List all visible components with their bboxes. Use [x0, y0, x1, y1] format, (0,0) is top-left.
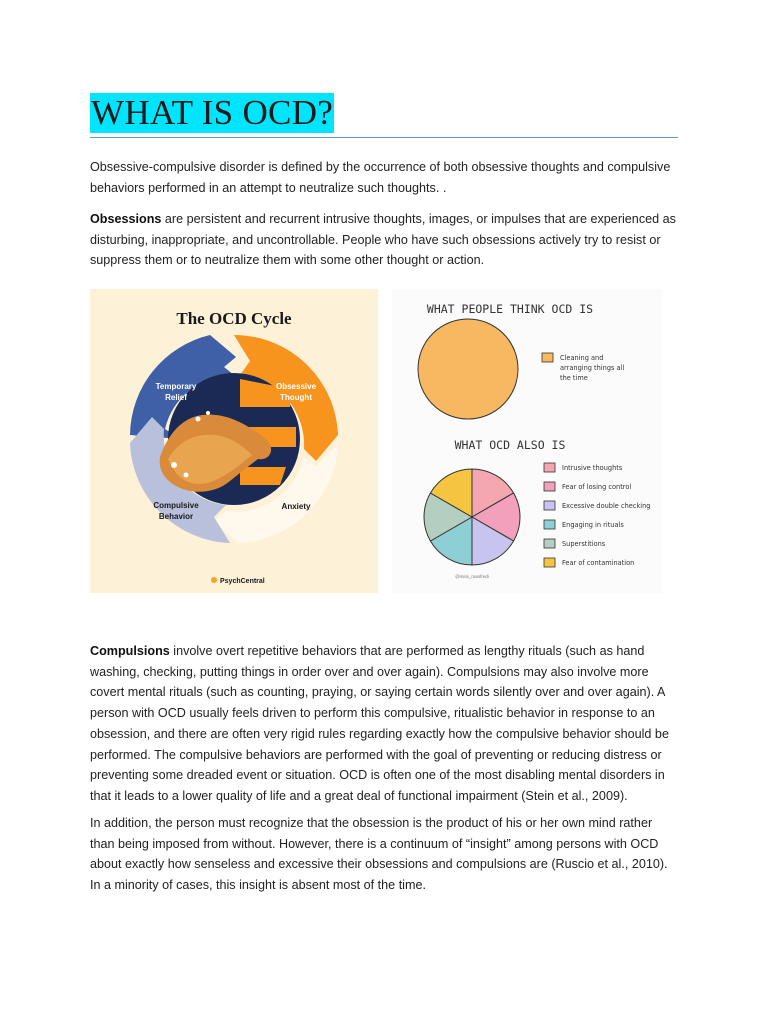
pie1-slice-0 — [418, 319, 518, 419]
label-temporary-relief-1: Temporary — [155, 382, 197, 391]
label-compulsive-behavior-1: Compulsive — [153, 501, 199, 510]
pie2-legend-label-4: Superstitions — [562, 540, 606, 548]
compulsions-paragraph — [90, 641, 680, 807]
label-obsessive-thought-1: Obsessive — [275, 382, 317, 391]
pie1-title: WHAT PEOPLE THINK OCD IS — [426, 302, 594, 316]
obsessions-text: are persistent and recurrent intrusive thoughts, images, or impulses that are experienced as disturbing, inappropriate, and uncontrollable. People who have such obsessions actively try to resist or suppress them or to neutralize them with some other thought or action. — [90, 212, 676, 268]
label-temporary-relief-2: Relief — [165, 393, 187, 402]
soap-bubble — [196, 417, 201, 422]
pie2-title: WHAT OCD ALSO IS — [454, 438, 566, 452]
insight-paragraph — [90, 813, 680, 896]
intro-paragraph — [90, 157, 680, 198]
pie2-legend-swatch-1 — [544, 482, 555, 491]
pie-credit: @miss_manfredi — [455, 574, 489, 579]
pie2-legend-label-0: Intrusive thoughts — [562, 464, 623, 472]
pie1-legend-label-0: arranging things all — [560, 364, 625, 372]
obsessions-paragraph — [90, 209, 680, 271]
pie2-legend-swatch-4 — [544, 539, 555, 548]
title-block — [90, 93, 334, 133]
pie2-legend — [544, 463, 650, 567]
pie1-legend-label-0: the time — [560, 374, 588, 382]
pie2-legend-label-1: Fear of losing control — [562, 483, 632, 491]
pie2-legend-swatch-2 — [544, 501, 555, 510]
label-obsessive-thought-2: Thought — [280, 393, 312, 402]
pie2-legend-label-2: Excessive double checking — [562, 502, 651, 510]
brand-dot-icon — [211, 577, 217, 583]
pie2-legend-label-5: Fear of contamination — [562, 559, 635, 567]
pie1-legend-swatch-0 — [542, 353, 553, 362]
page-title: WHAT IS OCD? — [91, 93, 334, 132]
pie2-legend-swatch-0 — [544, 463, 555, 472]
intro-text: Obsessive-compulsive disorder is defined by the occurrence of both obsessive thoughts and compulsive behaviors performed in an attempt to neutralize such thoughts. . — [90, 160, 671, 195]
brand-label: PsychCentral — [220, 578, 265, 585]
obsessions-term: Obsessions — [90, 212, 162, 226]
stripe-3 — [240, 467, 286, 485]
insight-text: In addition, the person must recognize that the obsession is the product of his or her own mind rather than being imposed from without. However, there is a continuum of “insight” among persons with OCD about exactly how senseless and excessive their obsessions and compulsions are (Ruscio et al., 2010). In a minority of cases, this insight is absent most of the time. — [90, 816, 668, 893]
pie1-chart — [418, 319, 518, 419]
cycle-title: The OCD Cycle — [176, 309, 292, 328]
label-compulsive-behavior-2: Behavior — [158, 512, 194, 521]
compulsions-text: involve overt repetitive behaviors that are performed as lengthy rituals (such as hand washing, checking, putting things in order over and over again). Compulsions may also involve more covert mental rituals (such as counting, praying, or saying certain words silently over and over again). A person with OCD usually feels driven to perform this compulsive, ritualistic behavior in response to an obsession, and there are often very rigid rules regarding exactly how the compulsive behavior should be performed. The compulsive behaviors are performed with the goal of preventing or reducing distress or preventing some dreaded event or situation. OCD is often one of the most disabling mental disorders in that it leads to a lower quality of life and a great deal of functional impairment (Stein et al., 2009). — [90, 644, 669, 803]
pie1-legend — [542, 353, 624, 382]
soap-bubble — [171, 462, 177, 468]
pie1-legend-label-0: Cleaning and — [560, 354, 604, 362]
pie2-legend-swatch-5 — [544, 558, 555, 567]
soap-bubble — [184, 473, 189, 478]
compulsions-term: Compulsions — [90, 644, 170, 658]
ocd-pie-figure — [392, 289, 662, 593]
soap-bubble — [206, 411, 210, 415]
label-anxiety: Anxiety — [281, 502, 311, 511]
pie2-legend-label-3: Engaging in rituals — [562, 521, 624, 529]
title-underline — [90, 137, 678, 138]
pie2-legend-swatch-3 — [544, 520, 555, 529]
ocd-cycle-figure — [90, 289, 378, 593]
pie2-chart — [424, 469, 520, 565]
